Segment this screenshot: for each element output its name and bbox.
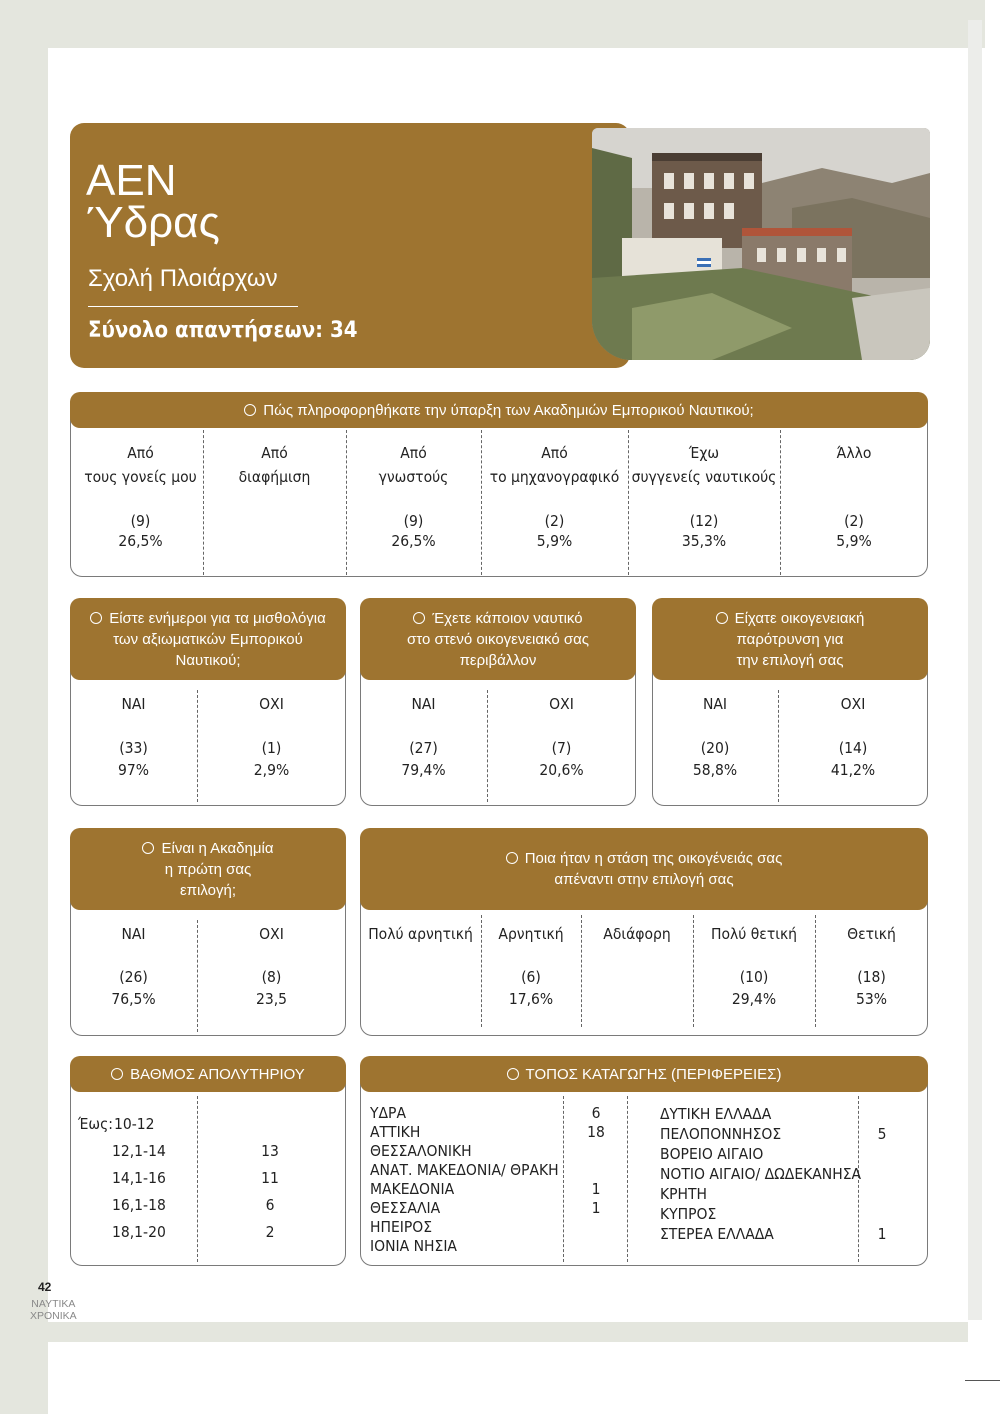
q1-option-pct: 5,9% [536,532,573,550]
region-count: 1 [591,1199,601,1217]
q1-option-label: το μηχανογραφικό [489,468,620,486]
q6-option [481,910,581,1030]
q1-option-label: τους γονείς μου [84,468,197,486]
grade-range: 10-12 [114,1115,155,1133]
q2-yes-pct: 97% [118,761,149,779]
grades-title: ΒΑΘΜΟΣ ΑΠΟΛΥΤΗΡΙΟΥ [130,1065,305,1083]
q6-option-label: Πολύ θετική [711,925,797,943]
q2-question [90,608,326,671]
q6-question-line: Ποια ήταν η στάση της οικογένειάς σας [506,848,783,869]
bullet-icon [506,852,518,864]
q5-no-pct: 23,5 [255,990,288,1008]
q5-question-line: επιλογή; [180,881,236,899]
grades-header [70,1056,346,1092]
q1-option-pct: 26,5% [118,532,163,550]
q4-question-line: την επιλογή σας [736,651,844,669]
regions-title: ΤΟΠΟΣ ΚΑΤΑΓΩΓΗΣ (ΠΕΡΙΦΕΡΕΙΕΣ) [525,1065,782,1083]
q1-divider [346,430,347,575]
bullet-icon [716,612,728,624]
q1-option-label: Από [261,444,288,462]
q3-question-line: στο στενό οικογενειακό σας [406,630,590,648]
q4-no-count: (14) [838,739,868,757]
q6-option-pct: 53% [856,990,887,1008]
region-name: ΘΕΣΣΑΛΟΝΙΚΗ [370,1142,472,1160]
region-name: ΚΡΗΤΗ [660,1185,708,1203]
q6-option [581,910,693,1030]
q5-yes [70,920,197,1030]
q4-no [778,690,928,800]
grades-divider [197,1096,198,1262]
q6-option-pct: 17,6% [508,990,554,1008]
q6-option-count: (10) [739,968,769,986]
q5-no-label: ΟΧΙ [259,925,284,943]
total-responses: Σύνολο απαντήσεων: 34 [88,318,358,343]
regions-divider [563,1096,564,1262]
page-margin-right [968,20,982,1320]
bullet-icon [507,1068,519,1080]
q3-yes-pct: 79,4% [401,761,446,779]
q4-yes [652,690,778,800]
q4-yes-pct: 58,8% [692,761,738,779]
q1-option-count: (9) [130,512,151,530]
q6-option-count: (6) [521,968,541,986]
q2-no-count: (1) [261,739,282,757]
q1-option [346,430,481,575]
region-name: ΙΟΝΙΑ ΝΗΣΙΑ [370,1237,457,1255]
magazine-name [30,1298,77,1322]
q6-option-label: Αρνητική [498,925,564,943]
q3-question-line: περιβάλλον [459,651,537,669]
q3-no [487,690,636,800]
q6-option [360,910,481,1030]
q2-no-label: ΟΧΙ [259,695,284,713]
grade-count: 6 [265,1196,275,1214]
magazine-name-line: ΧΡΟΝΙΚΑ [30,1310,77,1322]
q3-no-label: ΟΧΙ [549,695,574,713]
q5-question-line: Είναι η Ακαδημία [142,838,273,859]
q3-no-pct: 20,6% [539,761,584,779]
q6-option [815,910,928,1030]
q4-header [652,598,928,680]
grade-count: 2 [265,1223,275,1241]
bullet-icon [244,404,256,416]
q4-question [716,608,865,671]
region-count: 1 [877,1225,887,1243]
bullet-icon [111,1068,123,1080]
q3-no-count: (7) [551,739,572,757]
q3-yes-count: (27) [409,739,438,757]
bullet-icon [90,612,102,624]
q3-question [407,608,589,671]
q5-yes-count: (26) [119,968,148,986]
header-rule [88,306,298,307]
q6-divider [815,915,816,1027]
q1-divider [628,430,629,575]
academy-photo-illustration [592,128,930,360]
edge-line [965,1380,1000,1381]
q6-question-line: απέναντι στην επιλογή σας [554,871,734,888]
q6-option-label: Πολύ αρνητική [368,925,473,943]
q4-no-pct: 41,2% [830,761,876,779]
q2-question-line: Είστε ενήμεροι για τα μισθολόγια [90,608,326,629]
q1-option [481,430,628,575]
q2-question-line: των αξιωματικών Εμπορικού [113,630,303,648]
q4-yes-count: (20) [700,739,730,757]
grade-range: 14,1-16 [112,1169,166,1187]
academy-photo [592,128,930,360]
region-name: ΜΑΚΕΔΟΝΙΑ [370,1180,455,1198]
q1-option [780,430,928,575]
magazine-name-line: ΝΑΥΤΙΚΑ [31,1298,76,1310]
region-name: ΑΝΑΤ. ΜΑΚΕΔΟΝΙΑ/ ΘΡΑΚΗ [370,1161,559,1179]
q1-divider [481,430,482,575]
q5-question-line: η πρώτη σας [164,860,252,878]
q1-question: Πώς πληροφορηθήκατε την ύπαρξη των Ακαδημιών Εμπορικού Ναυτικού; [263,401,754,419]
q6-header [360,828,928,910]
q1-option-pct: 26,5% [391,532,436,550]
grade-range: 12,1-14 [112,1142,166,1160]
region-name: ΘΕΣΣΑΛΙΑ [370,1199,441,1217]
q1-option [203,430,346,575]
q1-divider [203,430,204,575]
region-name: ΣΤΕΡΕΑ ΕΛΛΑΔΑ [660,1225,774,1243]
q1-option-count: (2) [844,512,864,530]
q5-header [70,828,346,910]
q1-header [70,392,928,428]
grades-prefix: Έως: [78,1115,113,1133]
q1-option [628,430,780,575]
q5-yes-label: ΝΑΙ [121,925,146,943]
q2-question-line: Ναυτικού; [175,651,241,669]
q1-option-label: Άλλο [836,444,872,462]
title-line-2: Ύδρας [86,198,220,247]
q6-divider [481,915,482,1027]
q2-yes [70,690,197,800]
q1-option-label: Από [400,444,427,462]
regions-header [360,1056,928,1092]
q1-option-count: (2) [544,512,565,530]
region-name: ΝΟΤΙΟ ΑΙΓΑΙΟ/ ΔΩΔΕΚΑΝΗΣΑ [660,1165,862,1183]
q1-option-count: (9) [403,512,424,530]
q1-divider [780,430,781,575]
q6-option [693,910,815,1030]
q5-yes-pct: 76,5% [111,990,156,1008]
page-number: 42 [38,1280,52,1294]
region-name: ΗΠΕΙΡΟΣ [370,1218,433,1236]
q1-option-label: Από [541,444,568,462]
page-margin-top [0,0,985,48]
q6-option-label: Αδιάφορη [603,925,671,943]
q4-question-line: παρότρυνση για [736,630,844,648]
region-count: 18 [587,1123,605,1141]
q4-question-line: Είχατε οικογενειακή [716,608,865,629]
grade-count: 13 [261,1142,279,1160]
q2-header [70,598,346,680]
q4-no-label: ΟΧΙ [840,695,866,713]
q3-yes [360,690,487,800]
q2-yes-count: (33) [119,739,148,757]
q5-no [197,920,346,1030]
page-title [86,156,220,247]
q1-option-label: Από [127,444,154,462]
q6-divider [693,915,694,1027]
q1-option-label: Έχω [688,444,720,462]
q1-option-label: γνωστούς [378,468,449,486]
q5-question [142,838,273,901]
q6-question [506,848,783,890]
page-margin-left [0,0,48,1414]
subtitle: Σχολή Πλοιάρχων [88,265,278,292]
bullet-icon [413,612,425,624]
region-name: ΥΔΡΑ [370,1104,406,1122]
q5-no-count: (8) [261,968,282,986]
bullet-icon [142,842,154,854]
region-count: 5 [877,1125,887,1143]
grade-range: 18,1-20 [112,1223,166,1241]
title-line-1: ΑΕΝ [86,156,177,205]
q3-header [360,598,636,680]
q2-no-pct: 2,9% [253,761,290,779]
q3-question-line: Έχετε κάποιον ναυτικό [407,608,589,629]
q1-option-pct: 35,3% [681,532,727,550]
q2-no [197,690,346,800]
grade-range: 16,1-18 [112,1196,166,1214]
q6-option-pct: 29,4% [731,990,777,1008]
region-name: ΠΕΛΟΠΟΝΝΗΣΟΣ [660,1125,782,1143]
q1-option-label: συγγενείς ναυτικούς [631,468,777,486]
page-margin-bottom [0,1322,968,1342]
q6-option-count: (18) [857,968,886,986]
q6-divider [581,915,582,1027]
region-count: 1 [591,1180,601,1198]
q4-yes-label: ΝΑΙ [702,695,728,713]
grade-count: 11 [261,1169,279,1187]
region-name: ΒΟΡΕΙΟ ΑΙΓΑΙΟ [660,1145,764,1163]
q1-option-label: διαφήμιση [238,468,311,486]
q1-option-count: (12) [689,512,719,530]
q2-yes-label: ΝΑΙ [121,695,146,713]
regions-divider [627,1096,628,1262]
region-name: ΔΥΤΙΚΗ ΕΛΛΑΔΑ [660,1105,772,1123]
q6-option-label: Θετική [847,925,896,943]
q1-option-pct: 5,9% [836,532,872,550]
region-count: 6 [591,1104,601,1122]
q1-option [78,430,203,575]
q3-yes-label: ΝΑΙ [411,695,436,713]
region-name: ΚΥΠΡΟΣ [660,1205,717,1223]
region-name: ΑΤΤΙΚΗ [370,1123,421,1141]
